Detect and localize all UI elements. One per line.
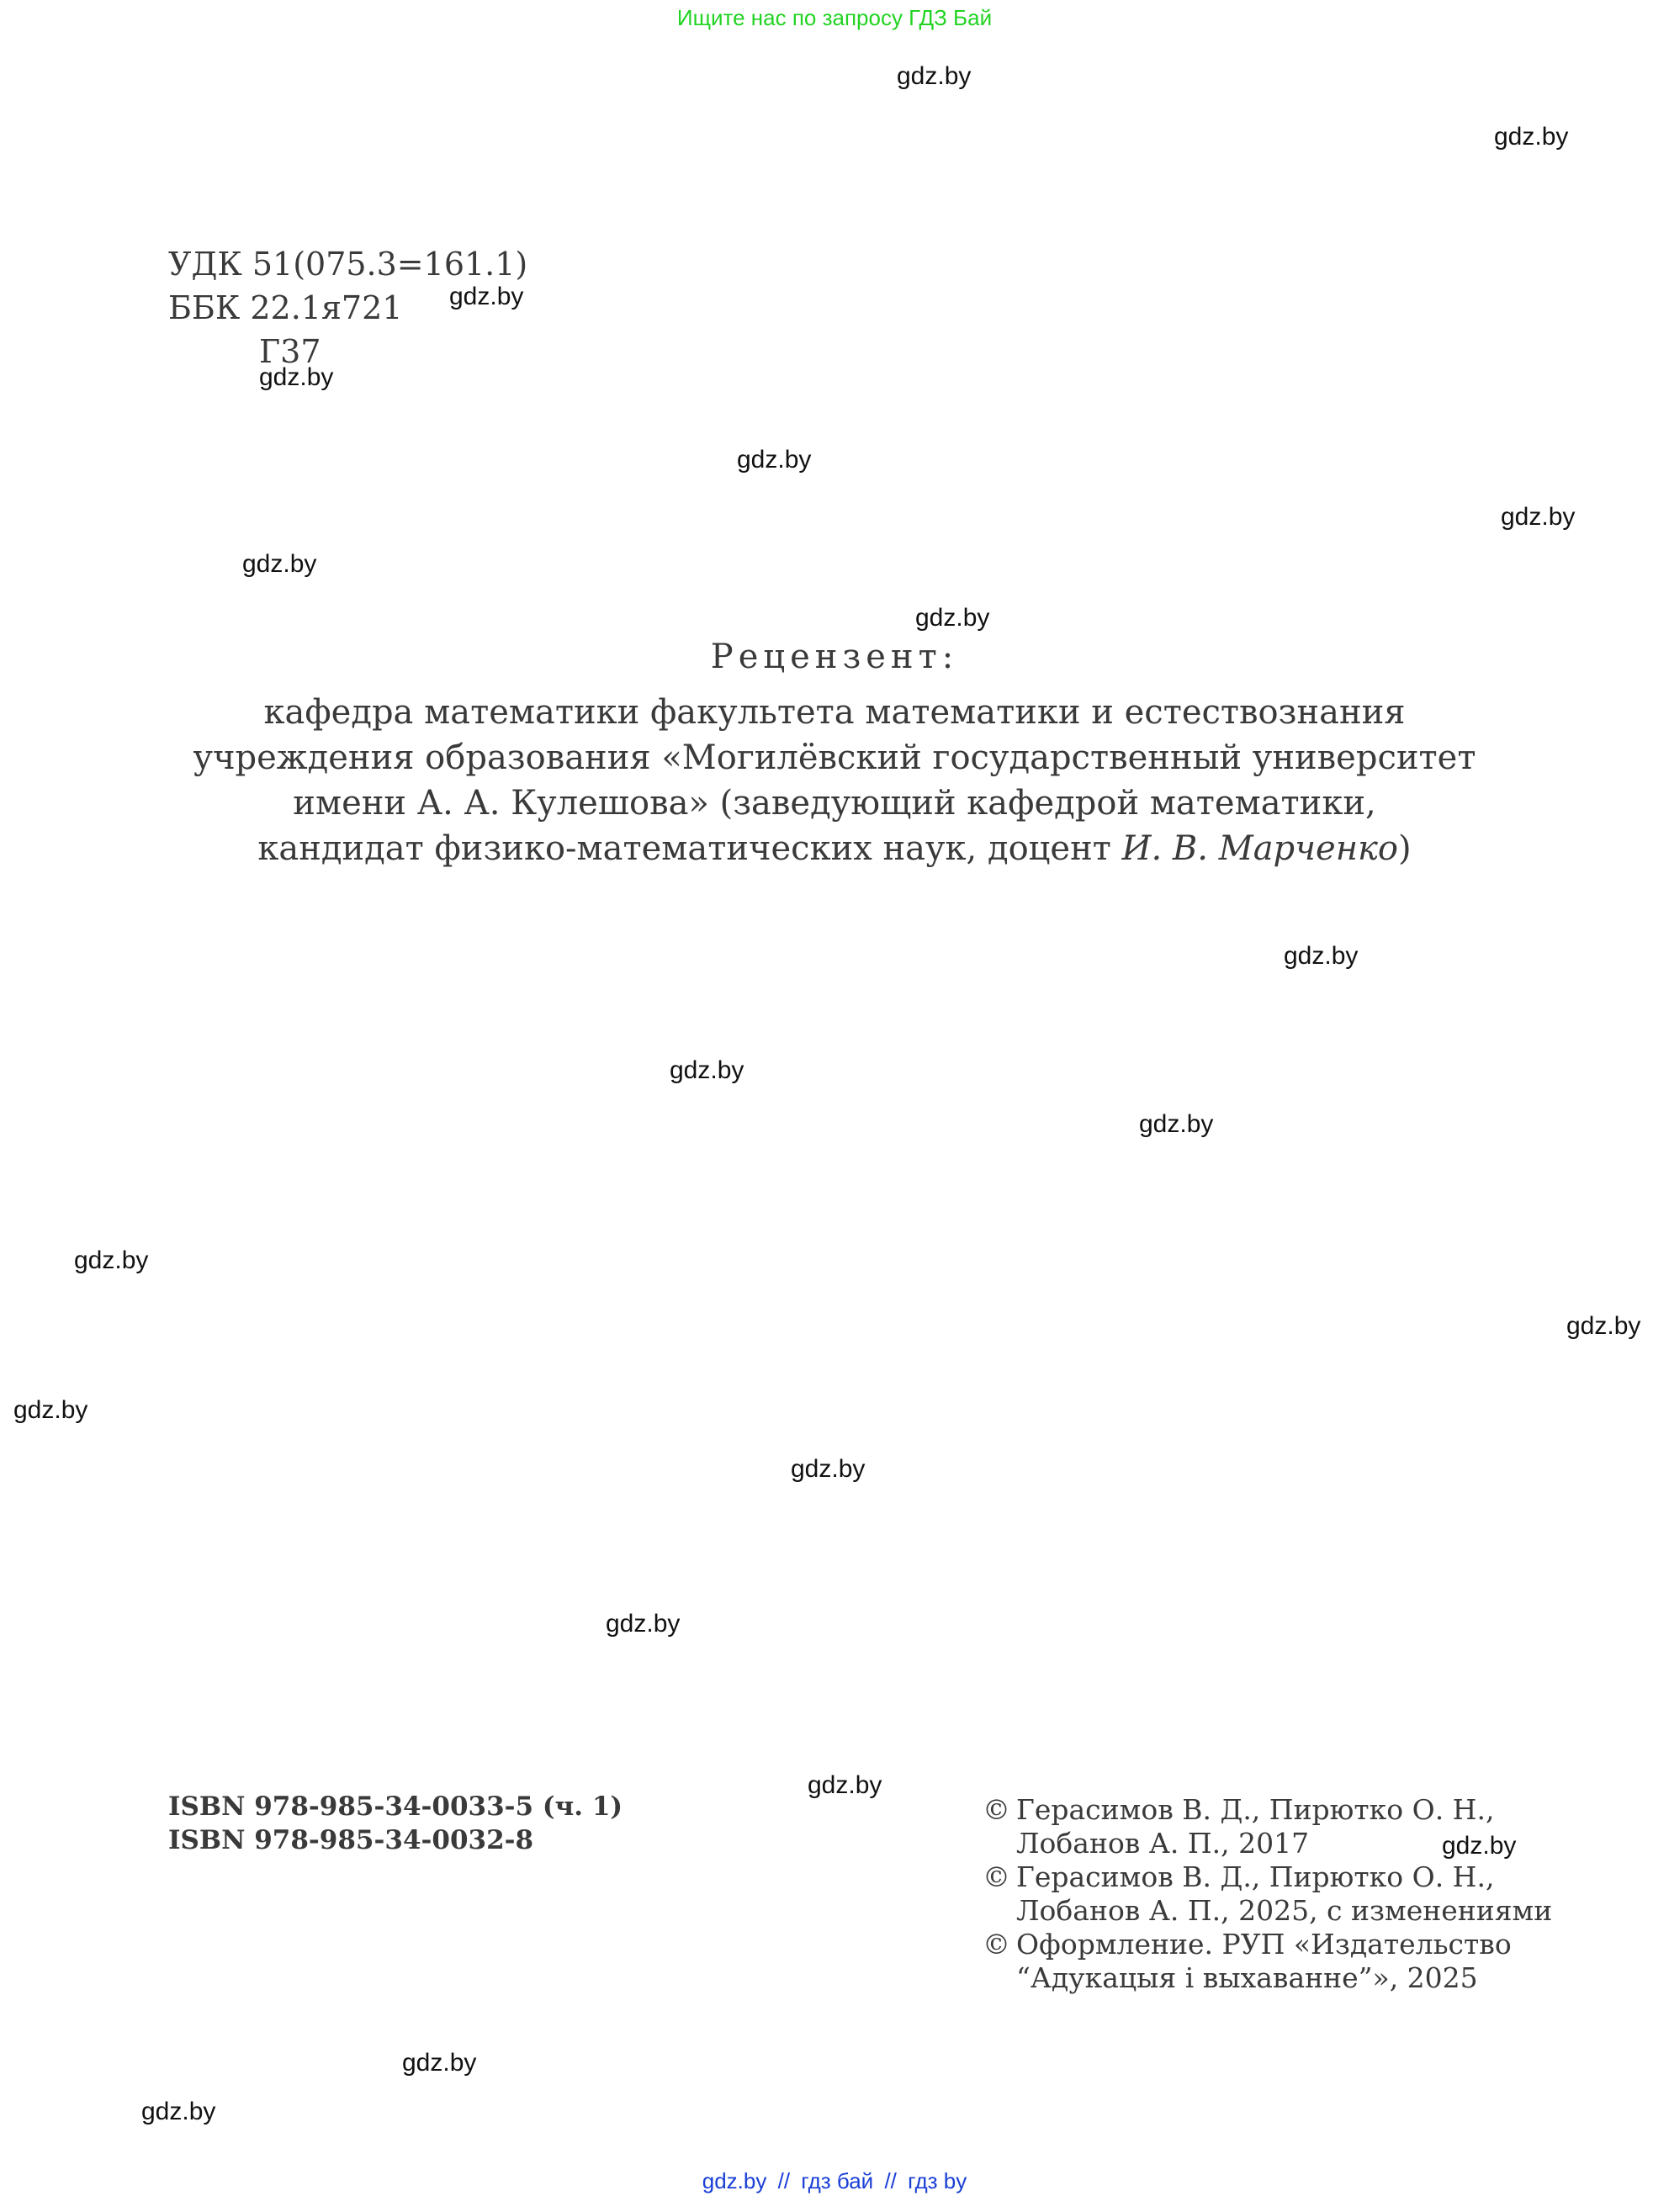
watermark: gdz.by	[242, 550, 317, 578]
copyright-entry	[983, 1793, 1552, 1860]
footer-link-gdz-bai[interactable]: гдз бай	[801, 2168, 874, 2193]
watermark: gdz.by	[1442, 1832, 1517, 1860]
isbn-line: ISBN 978-985-34-0033-5 (ч. 1)	[168, 1791, 623, 1822]
copyright-line: Лобанов А. П., 2025, с изменениями	[1016, 1894, 1553, 1927]
watermark: gdz.by	[1566, 1312, 1641, 1340]
footer-separator: //	[777, 2168, 791, 2193]
copyright-line: Герасимов В. Д., Пирютко О. Н.,	[1016, 1793, 1495, 1826]
copyright-line: Герасимов В. Д., Пирютко О. Н.,	[1016, 1860, 1495, 1893]
reviewer-line: имени А. А. Кулешова» (заведующий кафедрой математики,	[293, 784, 1376, 823]
watermark: gdz.by	[74, 1246, 149, 1274]
watermark: gdz.by	[1284, 942, 1359, 970]
watermark: gdz.by	[1139, 1110, 1214, 1138]
watermark: gdz.by	[141, 2098, 216, 2125]
copyright-icon: ©	[983, 1793, 1010, 1826]
copyright-line: Лобанов А. П., 2017	[1016, 1827, 1310, 1860]
watermark: gdz.by	[791, 1455, 866, 1483]
top-banner[interactable]: Ищите нас по запросу ГДЗ Бай	[676, 5, 993, 30]
isbn-line: ISBN 978-985-34-0032-8	[168, 1825, 534, 1855]
watermark: gdz.by	[737, 446, 812, 474]
reviewer-title: Рецензент:	[710, 638, 959, 676]
watermark: gdz.by	[808, 1771, 882, 1799]
copyright-entry	[983, 1928, 1552, 1995]
copyright-line: “Адукацыя і выхаванне”», 2025	[1016, 1961, 1478, 1994]
footer-separator: //	[884, 2168, 897, 2193]
classification-block	[168, 242, 527, 373]
copyright-line: Оформление. РУП «Издательство	[1016, 1928, 1512, 1961]
reviewer-body	[0, 690, 1669, 871]
watermark: gdz.by	[13, 1396, 88, 1424]
copyright-icon: ©	[983, 1928, 1010, 1961]
copyright-block	[983, 1793, 1552, 1995]
reviewer-line	[0, 826, 1669, 871]
reviewer-name: И. В. Марченко	[1121, 829, 1399, 868]
copyright-entry	[983, 1860, 1552, 1928]
reviewer-line4-prefix: кандидат физико-математических наук, доцент	[257, 829, 1122, 868]
watermark: gdz.by	[402, 2049, 477, 2077]
reviewer-line4-close: )	[1398, 829, 1412, 868]
watermark: gdz.by	[1501, 503, 1576, 531]
copyright-icon: ©	[983, 1860, 1010, 1893]
footer-link-gdz-by[interactable]: gdz.by	[702, 2168, 767, 2193]
reviewer-line: учреждения образования «Могилёвский государственный университет	[193, 738, 1476, 777]
footer-links	[0, 2168, 1669, 2194]
watermark: gdz.by	[449, 283, 524, 310]
udk-code: УДК 51(075.3=161.1)	[168, 246, 528, 283]
footer-link-gdz-by-cyr[interactable]: гдз by	[908, 2168, 967, 2193]
watermark: gdz.by	[670, 1056, 744, 1084]
watermark: gdz.by	[915, 604, 990, 632]
watermark: gdz.by	[1494, 123, 1569, 151]
isbn-block	[168, 1790, 623, 1857]
watermark: gdz.by	[606, 1610, 681, 1638]
reviewer-line: кафедра математики факультета математики и естествознания	[263, 693, 1406, 732]
watermark: gdz.by	[897, 62, 972, 90]
watermark: gdz.by	[259, 363, 334, 391]
author-code: Г37	[259, 333, 321, 370]
bbk-code: ББК 22.1я721	[168, 289, 403, 326]
